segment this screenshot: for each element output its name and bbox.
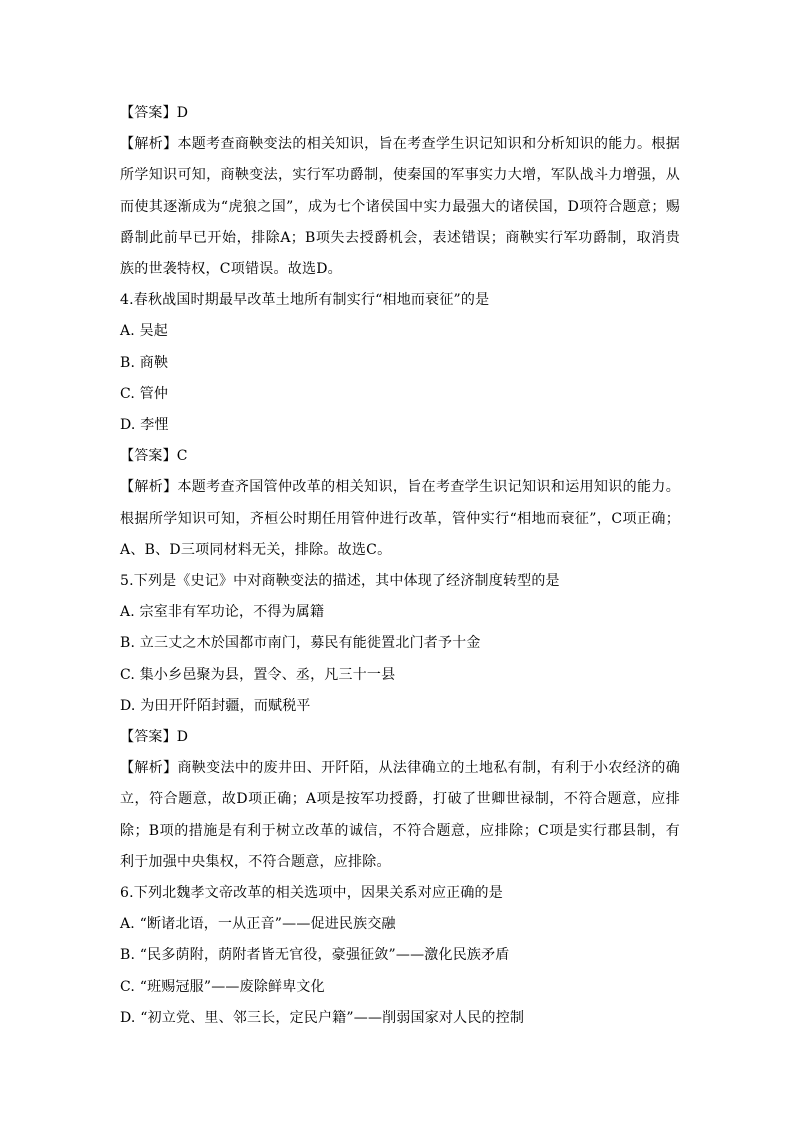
- analysis-q3: 【解析】本题考查商鞅变法的相关知识，旨在考查学生识记知识和分析知识的能力。根据所学知识可知，商鞅变法，实行军功爵制，使秦国的军事实力大增，军队战斗力增强，从而使其逐渐成为“虎狼之国”，成为七个诸侯国中实力最强大的诸侯国，D项符合题意；赐爵制此前早已开始，排除A；B项失去授爵机会，表述错误；商鞅实行军功爵制，取消贵族的世袭特权，C项错误。故选D。: [120, 136, 680, 278]
- q4-option-d: D. 李悝: [120, 417, 169, 434]
- answer-q3: 【答案】D: [120, 105, 189, 121]
- q4-option-b: B. 商鞅: [120, 354, 169, 371]
- q4-option-a: A. 吴起: [120, 323, 169, 340]
- answer-q5: 【答案】D: [120, 729, 189, 746]
- q6-option-c: C. “班赐冠服”——废除鲜卑文化: [120, 978, 325, 995]
- analysis-q5: 【解析】商鞅变法中的废井田、开阡陌，从法律确立的土地私有制，有利于小农经济的确立，符合题意，故D项正确；A项是按军功授爵，打破了世卿世禄制，不符合题意，应排除；B项的措施是有利于树立改革的诚信，不符合题意，应排除；C项是实行郡县制，有利于加强中央集权，不符合题意，应排除。: [120, 760, 680, 870]
- q6-option-d: D. “初立党、里、邻三长，定民户籍”——削弱国家对人民的控制: [120, 1009, 525, 1026]
- analysis-q4: 【解析】本题考查齐国管仲改革的相关知识，旨在考查学生识记知识和运用知识的能力。根据所学知识可知，齐桓公时期任用管仲进行改革，管仲实行“相地而衰征”，C项正确；A、B、D三项同材料无关，排除。故选C。: [120, 479, 680, 558]
- question-4: 4.春秋战国时期最早改革土地所有制实行“相地而衰征”的是: [120, 292, 490, 309]
- answer-q4: 【答案】C: [120, 448, 188, 465]
- q6-option-a: A. “断诸北语，一从正音”——促进民族交融: [120, 916, 396, 933]
- q5-option-c: C. 集小乡邑聚为县，置令、丞，凡三十一县: [120, 666, 396, 683]
- question-6: 6.下列北魏孝文帝改革的相关选项中，因果关系对应正确的是: [120, 885, 503, 902]
- q6-option-b: B. “民多荫附，荫附者皆无官役，豪强征敛”——激化民族矛盾: [120, 947, 510, 964]
- document-page: [120, 98, 680, 1034]
- q4-option-c: C. 管仲: [120, 385, 169, 402]
- q5-option-a: A. 宗室非有军功论，不得为属籍: [120, 604, 325, 621]
- question-5: 5.下列是《史记》中对商鞅变法的描述，其中体现了经济制度转型的是: [120, 573, 560, 590]
- q5-option-d: D. 为田开阡陌封疆，而赋税平: [120, 697, 311, 714]
- q5-option-b: B. 立三丈之木於国都市南门，募民有能徙置北门者予十金: [120, 635, 481, 652]
